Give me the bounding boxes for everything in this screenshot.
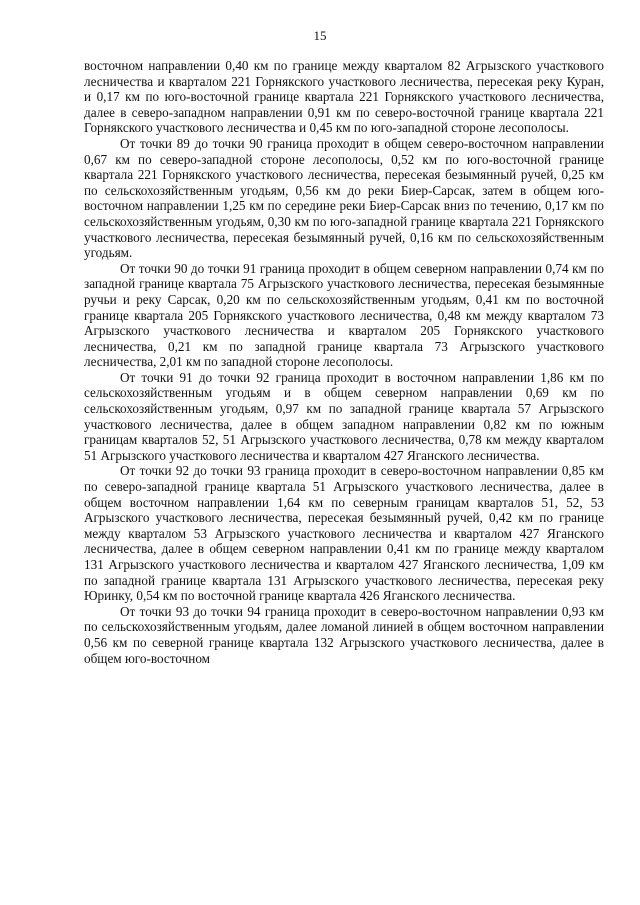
paragraph-point-89-90: От точки 89 до точки 90 граница проходит в общем северо-восточном направлении 0,67 км по северо-западной стороне лесополосы, 0,52 км по юго-восточной границе квартала 221 Горнякского участкового лесничества, пересекая безымянный ручей, 0,25 км по сельскохозяйственным угодьям, 0,56 км до реки Биер-Сарсак, затем в общем юго-восточном направлении 1,25 км по середине реки Биер-Сарсак вниз по течению, 0,17 км по сельскохозяйственным угодьям, 0,30 км по юго-западной границе квартала 221 Горнякского участкового лесничества, пересекая безымянный ручей, 0,16 км по сельскохозяйственным угодьям.: [84, 135, 604, 261]
paragraph-point-90-91: От точки 90 до точки 91 граница проходит в общем северном направлении 0,74 км по западной границе квартала 75 Агрызского участкового лесничества, пересекая безымянные ручьи и реку Сарсак, 0,20 км по сельскохозяйственным угодьям, 0,41 км по восточной границе квартала 205 Горнякского участкового лесничества, 0,48 км между кварталом 73 Агрызского участкового лесничества и кварталом 205 Горнякского участкового лесничества, 0,21 км по западной границе квартала 73 Агрызского участкового лесничества, 2,01 км по западной стороне лесополосы.: [84, 260, 604, 370]
paragraph-point-91-92: От точки 91 до точки 92 граница проходит в восточном направлении 1,86 км по сельскохозяйственным угодьям и в общем северном направлении 0,69 км по сельскохозяйственным угодьям, 0,97 км по западной границе квартала 57 Агрызского участкового лесничества, далее в общем западном направлении 0,82 км по южным границам кварталов 52, 51 Агрызского участкового лесничества, 0,78 км между кварталом 51 Агрызского участкового лесничества и кварталом 427 Яганского лесничества.: [84, 369, 604, 463]
page-number: 15: [313, 28, 327, 43]
document-body: [84, 58, 604, 666]
paragraph-point-93-94: От точки 93 до точки 94 граница проходит в северо-восточном направлении 0,93 км по сельскохозяйственным угодьям, далее ломаной линией в общем восточном направлении 0,56 км по северной границе квартала 132 Агрызского участкового лесничества, далее в общем юго-восточном: [84, 603, 604, 666]
paragraph-continuation: восточном направлении 0,40 км по границе между кварталом 82 Агрызского участкового лесничества и кварталом 221 Горнякского участкового лесничества, пересекая реку Куран, и 0,17 км по юго-восточной границе квартала 221 Горнякского участкового лесничества, далее в северо-западном направлении 0,91 км по северо-восточной границе квартала 221 Горнякского участкового лесничества и 0,45 км по юго-западной стороне лесополосы.: [84, 58, 604, 136]
paragraph-point-92-93: От точки 92 до точки 93 граница проходит в северо-восточном направлении 0,85 км по северо-западной границе квартала 51 Агрызского участкового лесничества, далее в общем восточном направлении 1,64 км по северным границам кварталов 51, 52, 53 Агрызского участкового лесничества, пересекая безымянный ручей, 0,42 км по границе между кварталом 53 Агрызского участкового лесничества и кварталом 427 Яганского лесничества, далее в общем северном направлении 0,41 км по границе между кварталом 131 Агрызского участкового лесничества и кварталом 427 Яганского лесничества, 1,09 км по западной границе квартала 131 Агрызского участкового лесничества, пересекая реку Юринку, 0,54 км по восточной границе квартала 426 Яганского лесничества.: [84, 463, 604, 604]
